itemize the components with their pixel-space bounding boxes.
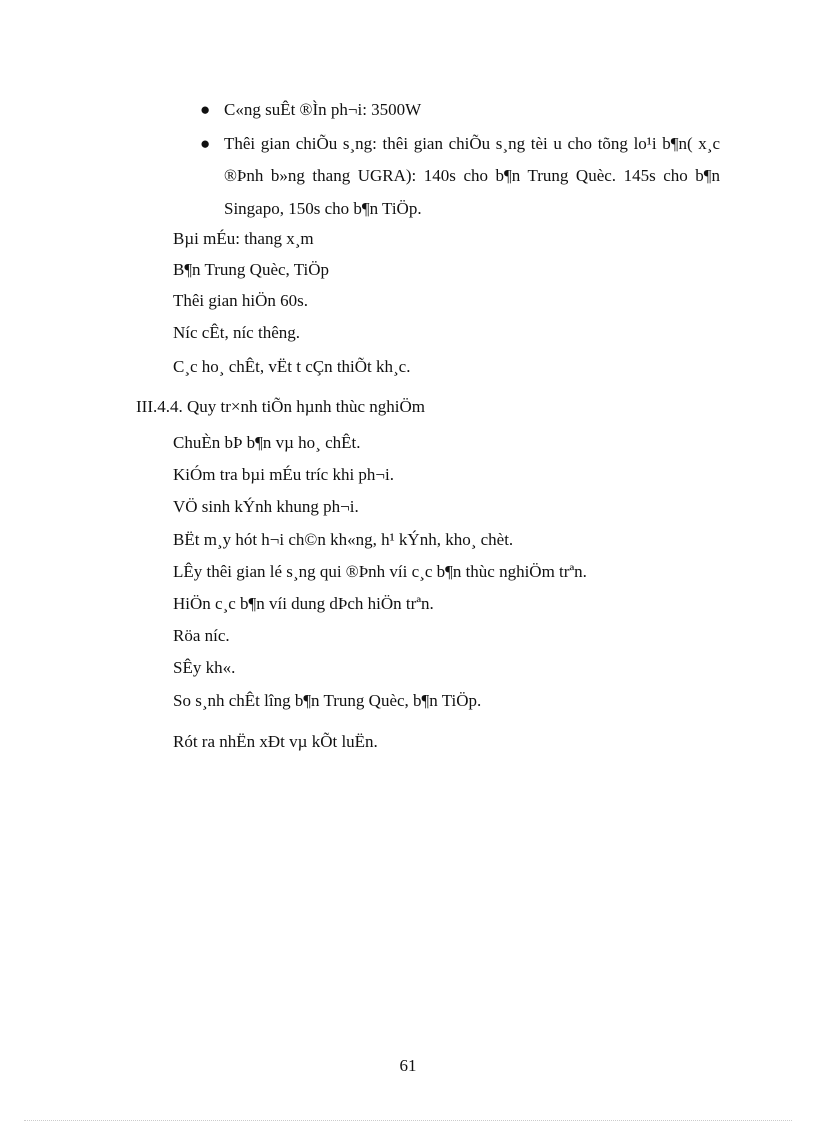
bullet-text: C«ng suÊt ®Ìn ph¬i: 3500W: [224, 100, 422, 119]
bullet-dot-icon: ●: [200, 133, 211, 153]
procedure-step: Röa níc.: [173, 626, 230, 645]
materials-line: Bµi mÉu: thang x¸m: [173, 229, 314, 248]
procedure-step: So s¸nh chÊt lîng b¶n Trung Quèc, b¶n TiÖp.: [173, 691, 482, 710]
page-bottom-border: [24, 1120, 792, 1121]
bullet-text: Thêi gian chiÕu s¸ng: thêi gian chiÕu s¸ng tèi u cho tõng lo¹i b¶n( x¸c ®Þnh b»ng thang UGRA): 140s cho b¶n Trung Quèc. 145s cho b¶n Singapo, 150s cho b¶n TiÖp.: [224, 133, 720, 218]
materials-line: C¸c ho¸ chÊt, vËt t cÇn thiÕt kh¸c.: [173, 357, 411, 376]
materials-line: Thêi gian hiÖn 60s.: [173, 291, 309, 310]
procedure-step: SÊy kh«.: [173, 658, 236, 677]
materials-line: Níc cÊt, níc thêng.: [173, 323, 300, 342]
procedure-step: Rót ra nhËn xÐt vµ kÕt luËn.: [173, 732, 378, 751]
procedure-step: ChuÈn bÞ b¶n vµ ho¸ chÊt.: [173, 433, 361, 452]
materials-line: B¶n Trung Quèc, TiÖp: [173, 260, 330, 279]
bullet-dot-icon: ●: [200, 100, 211, 119]
bullet-item: [200, 128, 720, 226]
bullet-item: [200, 94, 720, 127]
procedure-step: VÖ sinh kÝnh khung ph¬i.: [173, 497, 359, 516]
procedure-step: HiÖn c¸c b¶n víi dung dÞch hiÖn trªn.: [173, 594, 434, 613]
procedure-step: BËt m¸y hót h¬i ch©n kh«ng, h¹ kÝnh, kho¸ chèt.: [173, 530, 514, 549]
bullet-list: [200, 94, 720, 225]
procedure-step: LÊy thêi gian lé s¸ng qui ®Þnh víi c¸c b¶n thùc nghiÖm trªn.: [173, 562, 587, 581]
page-number: 61: [399, 1056, 417, 1075]
section-heading: III.4.4. Quy tr×nh tiÕn hµnh thùc nghiÖm: [136, 397, 425, 416]
procedure-step: KiÓm tra bµi mÉu tríc khi ph¬i.: [173, 465, 394, 484]
